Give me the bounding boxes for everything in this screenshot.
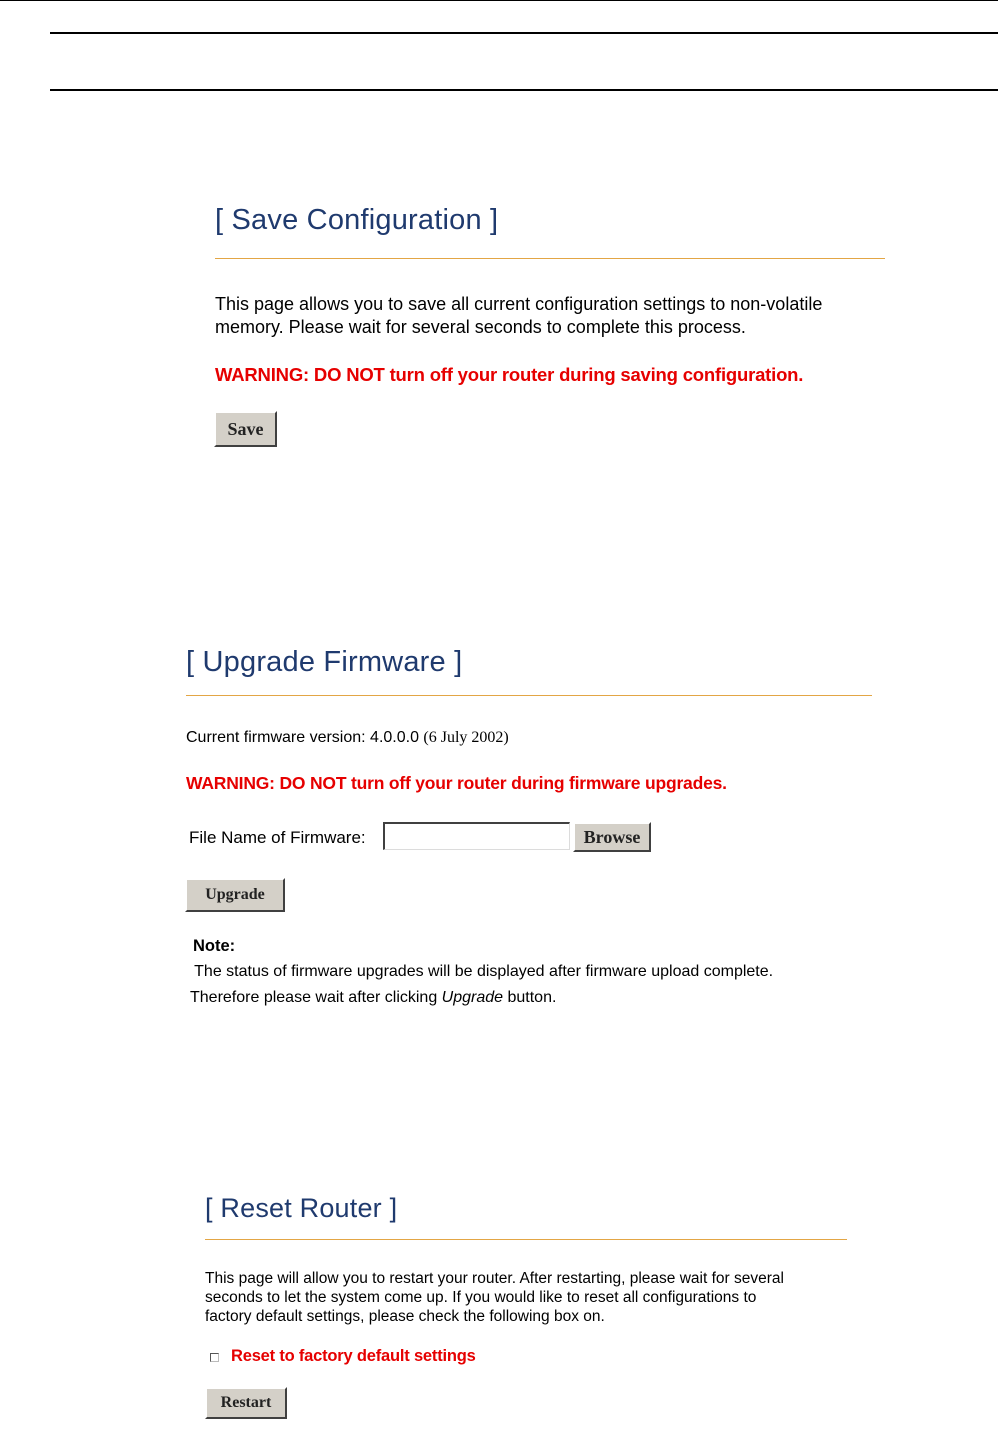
reset-router-title: [ Reset Router ] [205, 1193, 398, 1223]
reset-description-line1: This page will allow you to restart your router. After restarting, please wait for several [205, 1270, 784, 1287]
firmware-file-input[interactable] [383, 822, 570, 850]
factory-reset-label[interactable]: Reset to factory default settings [231, 1347, 476, 1365]
firmware-version-date: (6 July 2002) [423, 729, 509, 746]
note-line2 [190, 988, 556, 1008]
reset-title-underline [205, 1239, 847, 1240]
upgrade-button[interactable]: Upgrade [185, 878, 285, 912]
firmware-file-label: File Name of Firmware: [189, 828, 366, 847]
save-title-underline [215, 258, 885, 259]
note-title: Note: [193, 937, 236, 955]
top-border-line [0, 0, 998, 1]
save-description-line1: This page allows you to save all current configuration settings to non-volatile [215, 294, 823, 314]
header-rule-bottom [50, 89, 998, 91]
note-line1: The status of firmware upgrades will be displayed after firmware upload complete. [190, 963, 774, 980]
save-configuration-title: [ Save Configuration ] [215, 204, 499, 236]
header-rule-top [50, 32, 998, 34]
upgrade-title-underline [186, 695, 872, 696]
note-line2-text: Therefore please wait after clicking [190, 989, 442, 1006]
upgrade-warning: WARNING: DO NOT turn off your router during firmware upgrades. [186, 773, 727, 793]
factory-reset-checkbox[interactable] [210, 1353, 219, 1362]
restart-button[interactable]: Restart [205, 1387, 287, 1419]
save-button[interactable]: Save [214, 411, 277, 447]
save-warning: WARNING: DO NOT turn off your router during saving configuration. [215, 364, 804, 385]
firmware-version-label: Current firmware version: 4.0.0.0 [186, 729, 424, 746]
upgrade-firmware-title: [ Upgrade Firmware ] [186, 646, 463, 678]
firmware-version [186, 728, 509, 748]
note-line2-upgrade-word: Upgrade [441, 989, 504, 1006]
note-line2-end: button. [503, 989, 557, 1006]
save-description-line2: memory. Please wait for several seconds to complete this process. [215, 317, 746, 337]
reset-description-line2: seconds to let the system come up. If you would like to reset all configurations to [205, 1289, 757, 1306]
browse-button[interactable]: Browse [573, 822, 651, 852]
reset-description-line3: factory default settings, please check the following box on. [205, 1308, 605, 1325]
